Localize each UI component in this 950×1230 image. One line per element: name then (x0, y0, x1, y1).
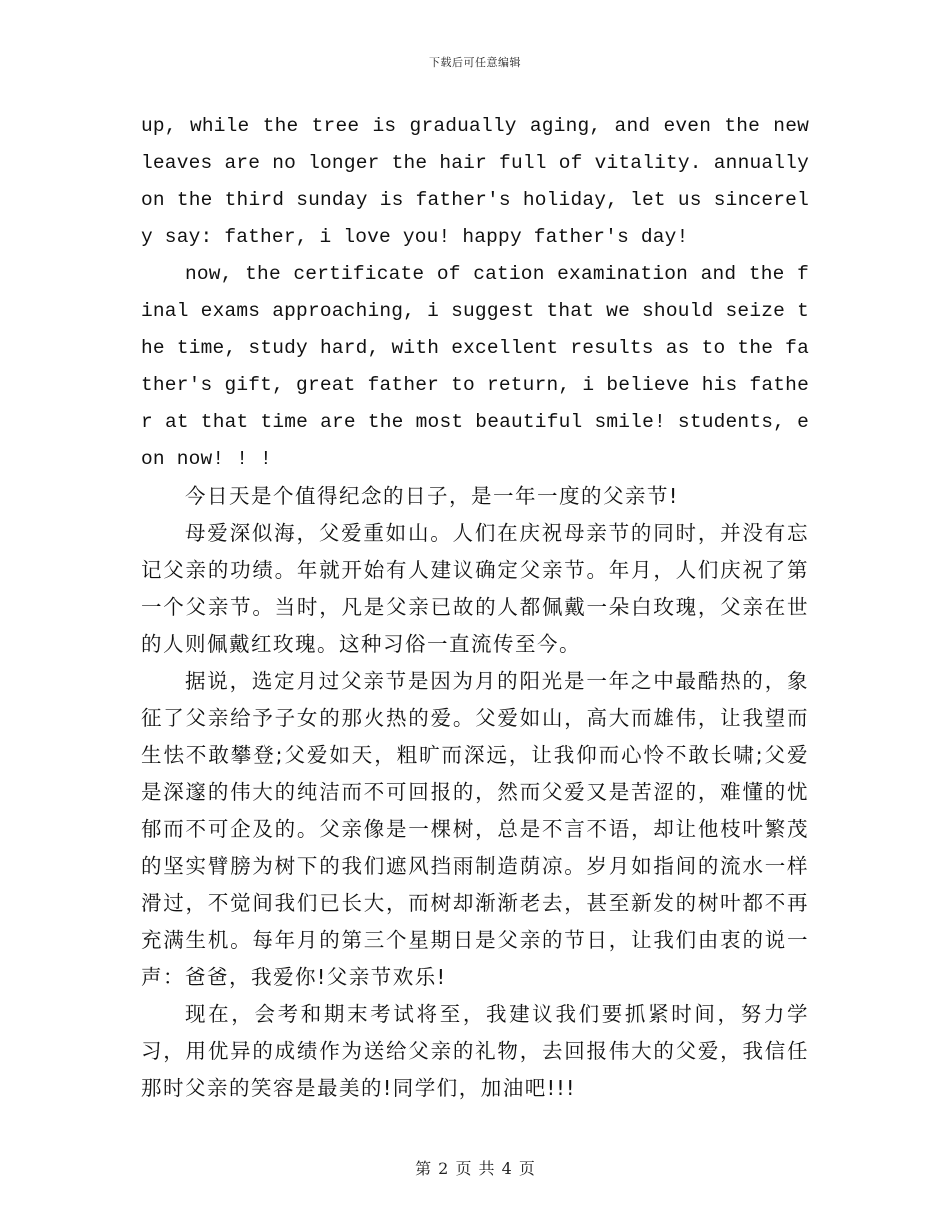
paragraph-cn-meaning: 据说，选定月过父亲节是因为月的阳光是一年之中最酷热的，象征了父亲给予子女的那火热的爱。父爱如山，高大而雄伟，让我望而生怯不敢攀登;父爱如天，粗旷而深远，让我仰而心怜不敢长啸;父爱是深邃的伟大的纯洁而不可回报的，然而父爱又是苦涩的，难懂的忧郁而不可企及的。父亲像是一棵树，总是不言不语，却让他枝叶繁茂的坚实臂膀为树下的我们遮风挡雨制造荫凉。岁月如指间的流水一样滑过，不觉间我们已长大，而树却渐渐老去，甚至新发的树叶都不再充满生机。每年月的第三个星期日是父亲的节日，让我们由衷的说一声：爸爸，我爱你!父亲节欢乐! (141, 669, 809, 989)
paragraph-english-continuation: up, while the tree is gradually aging, and even the new leaves are no longer the hair full of vitality. annually on the third sunday is father's holiday, let us sincerely say: father, i love you! happy father's day! (141, 115, 809, 248)
document-body (141, 108, 809, 1107)
paragraph-cn-intro: 今日天是个值得纪念的日子，是一年一度的父亲节! (185, 484, 679, 508)
page-header: 下载后可任意编辑 (429, 56, 521, 69)
paragraph-english-exams: now, the certificate of cation examination and the final exams approaching, i suggest that we should seize the time, study hard, with excellent results as to the father's gift, great father to return, i believe his father at that time are the most beautiful smile! students, e on now! ! ! (141, 263, 809, 470)
page-number-footer: 第 2 页 共 4 页 (415, 1159, 535, 1178)
paragraph-cn-history: 母爱深似海，父爱重如山。人们在庆祝母亲节的同时，并没有忘记父亲的功绩。年就开始有人建议确定父亲节。年月，人们庆祝了第一个父亲节。当时，凡是父亲已故的人都佩戴一朵白玫瑰，父亲在世的人则佩戴红玫瑰。这种习俗一直流传至今。 (141, 521, 809, 656)
paragraph-cn-exams: 现在，会考和期末考试将至，我建议我们要抓紧时间，努力学习，用优异的成绩作为送给父亲的礼物，去回报伟大的父爱，我信任那时父亲的笑容是最美的!同学们，加油吧!!! (141, 1002, 809, 1100)
